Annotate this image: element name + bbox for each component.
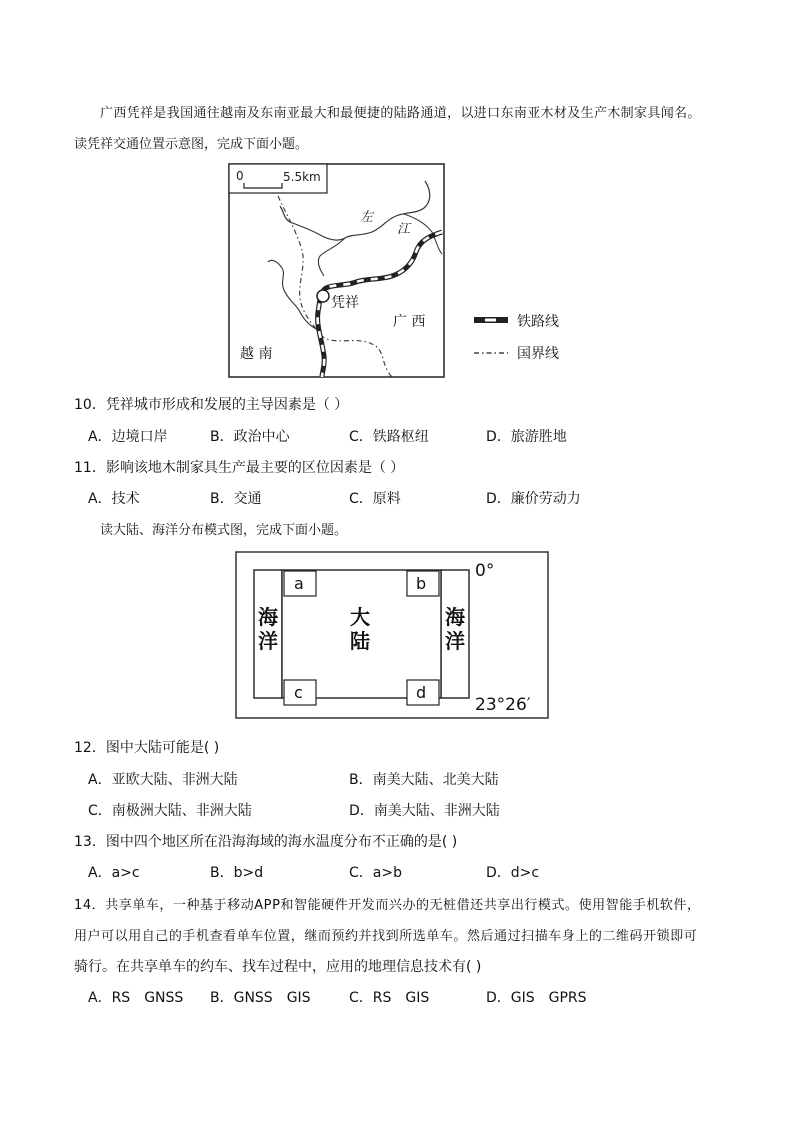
scale-label: 5.5km (283, 170, 321, 184)
intro-line-2: 读凭祥交通位置示意图，完成下面小题。 (74, 137, 309, 152)
question-13-stem: 13．图中四个地区所在沿海海域的海水温度分布不正确的是( ) (74, 834, 458, 850)
question-14-line-1: 14．共享单车，一种基于移动APP和智能硬件开发而兴办的无桩借还共享出行模式。使用智能手机软件， (74, 898, 701, 913)
question-11-option-d[interactable]: D．廉价劳动力 (486, 491, 581, 507)
region-label-vietnam: 越 南 (240, 346, 273, 362)
continent-char-1: 大 (350, 605, 370, 629)
question-10-option-c[interactable]: C．铁路枢纽 (349, 429, 429, 445)
river-label-jiang: 江 (397, 222, 411, 237)
intro-2: 读大陆、海洋分布模式图，完成下面小题。 (100, 523, 348, 538)
intro-line-1: 广西凭祥是我国通往越南及东南亚最大和最便捷的陆路通道，以进口东南亚木材及生产木制家具闻名。 (100, 106, 701, 121)
question-12-option-d[interactable]: D．南美大陆、非洲大陆 (349, 803, 500, 819)
question-12-stem: 12．图中大陆可能是( ) (74, 740, 220, 756)
continent-ocean-pattern-map (0, 540, 794, 730)
question-12-option-a[interactable]: A．亚欧大陆、非洲大陆 (88, 772, 238, 788)
ocean-right-char-2: 洋 (445, 629, 465, 653)
question-14-line-2: 用户可以用自己的手机查看单车位置，继而预约并找到所选单车。然后通过扫描车身上的二维码开锁即可 (74, 929, 698, 944)
question-14-option-c[interactable]: C．RS GIS (349, 990, 430, 1006)
question-12-option-b[interactable]: B．南美大陆、北美大陆 (349, 772, 499, 788)
question-11-option-a[interactable]: A．技术 (88, 491, 140, 507)
label-c: c (294, 683, 303, 702)
legend-railway-symbol-white (485, 319, 496, 322)
pingxiang-location-map (0, 0, 794, 400)
question-10-option-b[interactable]: B．政治中心 (210, 429, 290, 445)
question-13-option-c[interactable]: C．a>b (349, 865, 402, 881)
continent-char-2: 陆 (350, 629, 370, 653)
city-pingxiang-symbol (317, 290, 329, 302)
latitude-top-label: 0° (475, 561, 495, 581)
question-12-option-c[interactable]: C．南极洲大陆、非洲大陆 (88, 803, 252, 819)
label-a: a (294, 574, 304, 593)
region-label-guangxi: 广 西 (393, 314, 426, 330)
legend-border-label: 国界线 (517, 346, 559, 362)
question-11-option-c[interactable]: C．原料 (349, 491, 401, 507)
ocean-left-char-2: 洋 (258, 629, 278, 653)
question-10-option-d[interactable]: D．旅游胜地 (486, 429, 567, 445)
scale-zero: 0 (236, 169, 244, 183)
question-11-stem: 11．影响该地木制家具生产最主要的区位因素是（ ） (74, 460, 405, 476)
question-13-option-a[interactable]: A．a>c (88, 865, 140, 881)
river-label-zuo: 左 (360, 210, 374, 225)
latitude-bottom-label: 23°26′ (475, 695, 531, 715)
label-d: d (416, 683, 427, 702)
question-14-option-d[interactable]: D．GIS GPRS (486, 990, 587, 1006)
question-14-option-a[interactable]: A．RS GNSS (88, 990, 184, 1006)
question-14-option-b[interactable]: B．GNSS GIS (210, 990, 311, 1006)
legend-railway-label: 铁路线 (517, 314, 559, 330)
question-13-option-b[interactable]: B．b>d (210, 865, 264, 881)
label-b: b (416, 574, 427, 593)
question-13-option-d[interactable]: D．d>c (486, 865, 540, 881)
question-11-option-b[interactable]: B．交通 (210, 491, 262, 507)
city-label: 凭祥 (331, 295, 359, 311)
question-14-line-3: 骑行。在共享单车的约车、找车过程中，应用的地理信息技术有( ) (74, 959, 482, 975)
question-10-stem: 10．凭祥城市形成和发展的主导因素是（ ） (74, 397, 349, 413)
question-10-option-a[interactable]: A．边境口岸 (88, 429, 168, 445)
ocean-right-char-1: 海 (445, 605, 465, 629)
ocean-left-char-1: 海 (258, 605, 278, 629)
